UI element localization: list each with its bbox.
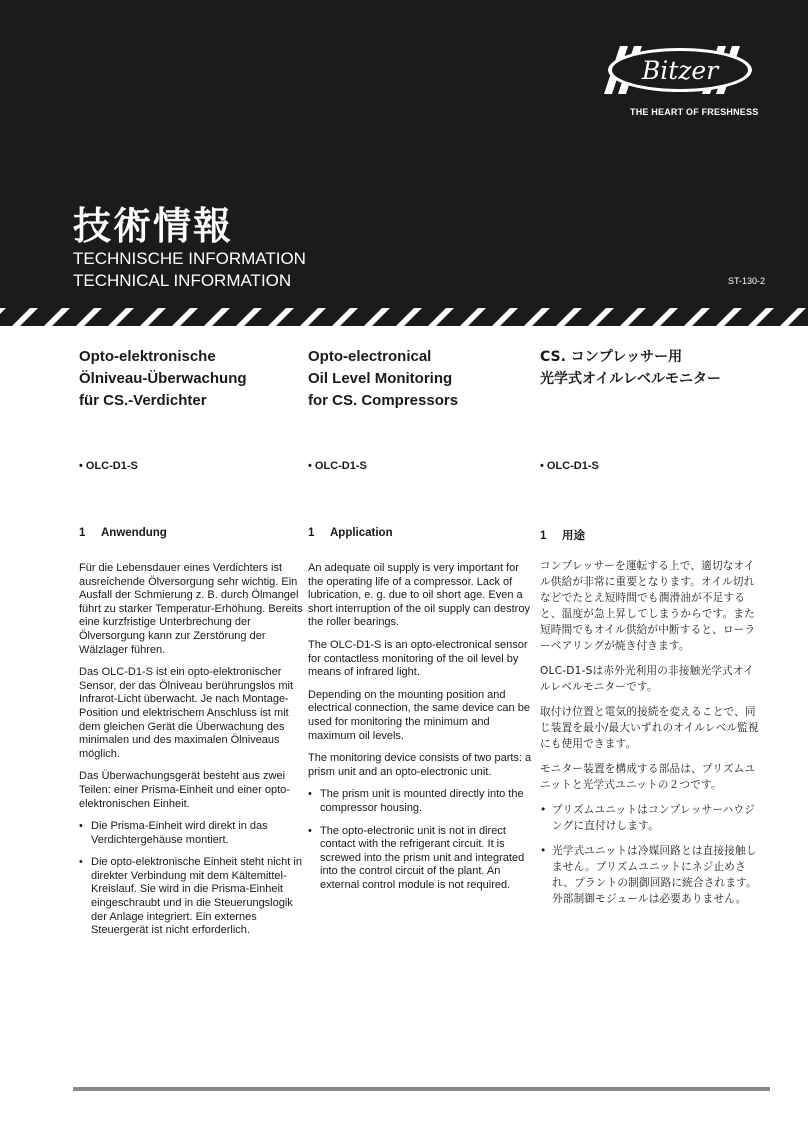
title-line: CS. コンプレッサー用 [540, 349, 683, 365]
title-japanese: 技術情報 [73, 204, 234, 248]
title-line: for CS. Compressors [308, 392, 459, 409]
stripe [44, 308, 70, 326]
stripe [492, 308, 518, 326]
title-line: Oil Level Monitoring [308, 370, 453, 387]
title-line: Ölniveau-Überwachung [79, 370, 247, 387]
tagline: THE HEART OF FRESHNESS [630, 107, 759, 117]
bullet-item: • プリズムユニットはコンプレッサーハウジングに直付けします。 [540, 802, 762, 834]
stripe [748, 308, 774, 326]
title-line: für CS.-Verdichter [79, 392, 207, 409]
section-heading-japanese [540, 527, 762, 543]
diagonal-stripe-divider [0, 307, 808, 326]
stripe [524, 308, 550, 326]
stripe [172, 308, 198, 326]
header-banner [0, 0, 808, 326]
stripe [76, 308, 102, 326]
stripe [396, 308, 422, 326]
section-title: Anwendung [101, 527, 167, 539]
stripe [332, 308, 358, 326]
stripe [588, 308, 614, 326]
title-line: 光学式オイルレベルモニター [540, 371, 721, 387]
column-german-title [79, 346, 305, 412]
stripe [204, 308, 230, 326]
bullet-item: • The opto-electronic unit is not in direct contact with the refrigerant circuit. It is screwed into the prism unit and integrated into the control circuit of the plant. An external control module is not required. [308, 825, 534, 893]
model-label-japanese: • OLC-D1-S [540, 460, 599, 472]
section-title: Application [330, 527, 393, 539]
stripe [108, 308, 134, 326]
section-heading-english [308, 527, 393, 539]
stripe [268, 308, 294, 326]
bullet-item: • 光学式ユニットは冷媒回路とは直接接触しません。プリズムユニットにネジ止めされ、プラントの制御回路に統合されます。外部制御モジュールは必要ありません。 [540, 843, 762, 907]
stripe [684, 308, 710, 326]
stripe [652, 308, 678, 326]
bullet-list [79, 820, 305, 938]
model-label-german: • OLC-D1-S [79, 460, 138, 472]
model-label-english: • OLC-D1-S [308, 460, 367, 472]
document-number: ST-130-2 [728, 276, 766, 286]
paragraph: Für die Lebensdauer eines Verdichters ist ausreichende Ölversorgung sehr wichtig. Ein Ausfall der Schmierung z. B. durch Ölmangel führt zu starker Temperatur-Erhöhung. Bereits eine kurzfristige Unterbrechung der Ölversorgung kann zur Zerstörung der Wälzlager führen. [79, 562, 303, 656]
paragraph: The OLC-D1-S is an opto-electronical sensor for contactless monitoring of the oil level by means of infrared light. [308, 638, 528, 679]
section-title: 用途 [562, 530, 585, 542]
bullet-item: • Die opto-elektronische Einheit steht nicht in direkter Verbindung mit dem Kältemittel-Kreislauf. Sie wird in die Prisma-Einheit eingeschraubt und in die Steuerungslogik der Anlage integriert. Ein externes Steuergerät ist nicht erforderlich. [79, 856, 305, 938]
title-line: Opto-electronical [308, 348, 432, 365]
stripe [716, 308, 742, 326]
title-german: TECHNISCHE INFORMATION [73, 249, 306, 268]
paragraph: Das OLC-D1-S ist ein opto-elektronischer Sensor, der das Ölniveau berührungslos mit Infrarot-Licht überwacht. Je nach Montage-Position und elektrischem Anschluss ist mit dem gleichen Gerät die Überwachung des minimalen und des maximalen Ölniveaus möglich. [79, 666, 294, 760]
bitzer-logo [600, 37, 760, 103]
body-japanese [540, 558, 762, 916]
paragraph: Das Überwachungsgerät besteht aus zwei Teilen: einer Prisma-Einheit und einer opto-elektronischen Einheit. [79, 770, 290, 810]
bullet-list [540, 802, 762, 907]
section-number: 1 [79, 527, 86, 539]
section-number: 1 [308, 527, 315, 539]
logo-wordmark: Bitzer [641, 56, 719, 85]
paragraph: 取付け位置と電気的接続を変えることで、同じ装置を最小/最大いずれのオイルレベル監視にも使用できます。 [540, 706, 759, 750]
body-german [79, 562, 305, 947]
title-english: TECHNICAL INFORMATION [73, 271, 292, 290]
stripe [428, 308, 454, 326]
bullet-list [308, 788, 534, 892]
paragraph: コンプレッサーを運転する上で、適切なオイル供給が非常に重要となります。オイル切れなどでたとえ短時間でも潤滑油が不足すると、温度が急上昇してしまうからです。また短時間でもオイル供給が中断すると、ローラーベアリングが焼き付きます。 [540, 560, 756, 652]
stripe [460, 308, 486, 326]
stripe [364, 308, 390, 326]
stripe [236, 308, 262, 326]
paragraph: The monitoring device consists of two parts: a prism unit and an opto-electronic unit. [308, 752, 532, 778]
footer-rule [73, 1087, 770, 1091]
section-heading-german [79, 527, 167, 539]
stripe [556, 308, 582, 326]
column-japanese-title [540, 346, 762, 390]
column-english-title [308, 346, 534, 412]
stripe [140, 308, 166, 326]
paragraph: An adequate oil supply is very important for the operating life of a compressor. Lack of lubrication, e. g. due to oil short age. Even a short interruption of the oil supply can destroy the roller bearings. [308, 562, 530, 629]
title-line: Opto-elektronische [79, 348, 216, 365]
stripe [0, 308, 6, 326]
stripe [300, 308, 326, 326]
section-number: 1 [540, 530, 547, 542]
stripe [780, 308, 806, 326]
paragraph: Depending on the mounting position and electrical connection, the same device can be used for monitoring the minimum and maximum oil levels. [308, 688, 530, 742]
paragraph: モニター装置を構成する部品は、プリズムユニットと光学式ユニットの２つです。 [540, 763, 756, 791]
stripe [12, 308, 38, 326]
stripe [620, 308, 646, 326]
paragraph: OLC-D1-Sは赤外光利用の非接触光学式オイルレベルモニターです。 [540, 665, 754, 693]
body-english [308, 562, 534, 901]
bullet-item: • Die Prisma-Einheit wird direkt in das Verdichtergehäuse montiert. [79, 820, 305, 847]
bullet-item: • The prism unit is mounted directly into the compressor housing. [308, 788, 534, 815]
